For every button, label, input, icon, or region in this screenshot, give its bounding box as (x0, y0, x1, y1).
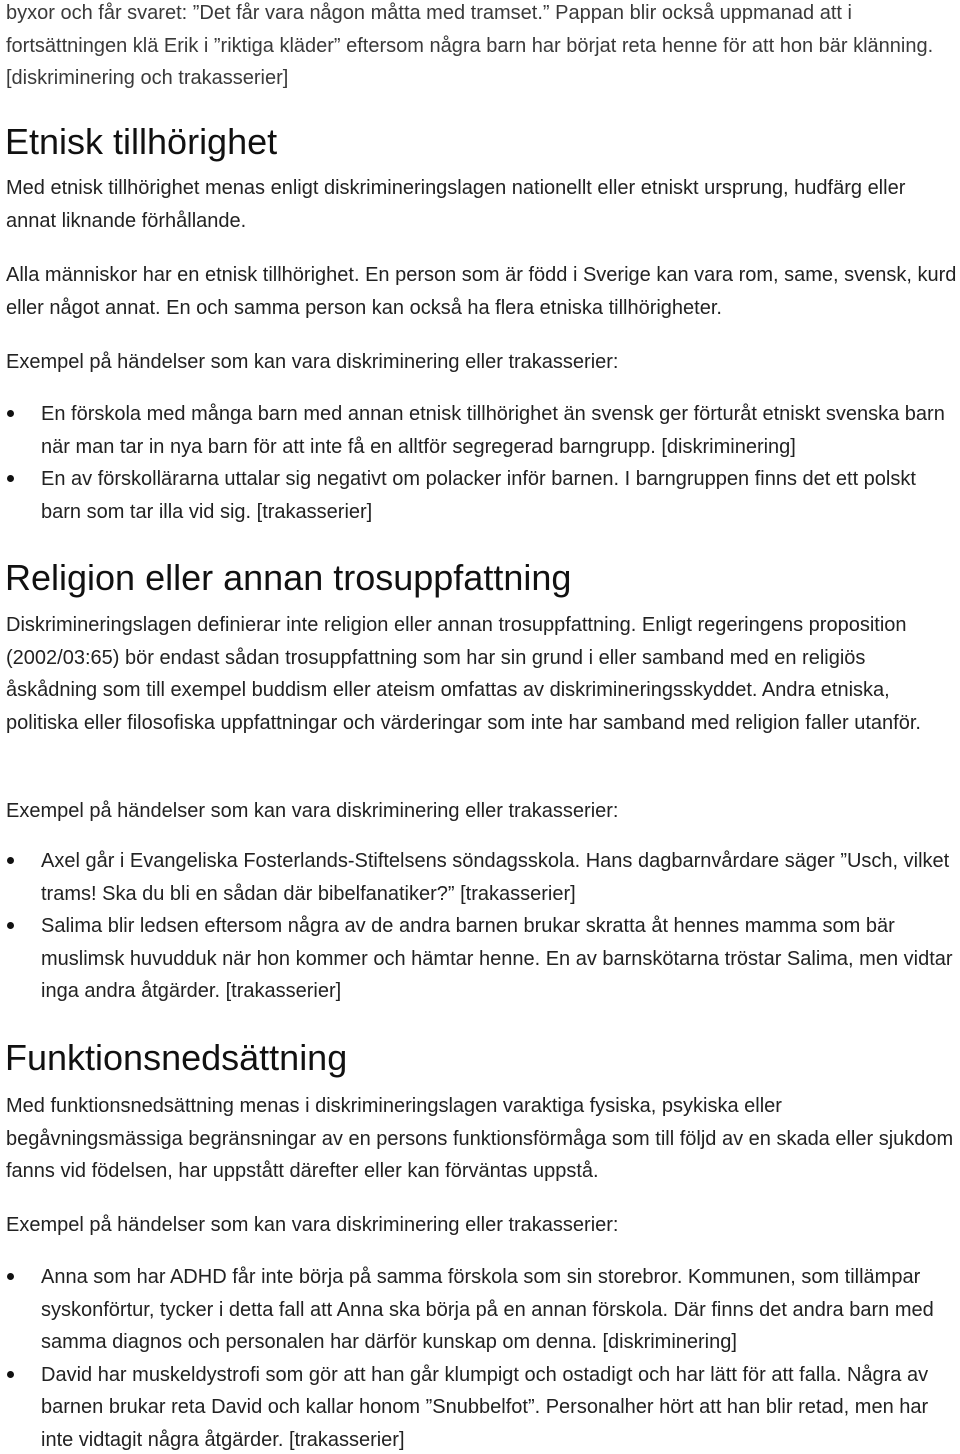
list-item-text: Anna som har ADHD får inte börja på samma förskola som sin storebror. Kommunen, som tillämpar syskonförtur, tycker i detta fall att Anna ska börja på en annan förskola. Där finns det andra barn med samma diagnos och personalen har därför kunskap om denna. [diskriminering] (41, 1266, 934, 1353)
bullet-icon (7, 410, 14, 417)
list-item-text: Salima blir ledsen eftersom några av de andra barnen brukar skratta åt hennes mamma som bär muslimsk huvudduk när hon kommer och hämtar henne. En av barnskötarna tröstar Salima, men vidtar inga andra åtgärder. [trakasserier] (41, 915, 953, 1002)
intro-paragraph: byxor och får svaret: ”Det får vara någon måtta med tramset.” Pappan blir också uppmanad att i fortsättningen klä Erik i ”riktiga kläder” eftersom några barn har börjat reta henne för att hon bär klänning. [diskriminering och trakasserier] (6, 2, 934, 89)
bullet-icon (7, 1371, 14, 1378)
examples-list (0, 398, 958, 528)
list-item-text: En av förskollärarna uttalar sig negativt om polacker inför barnen. I barngruppen finns det ett polskt barn som tar illa vid sig. [trakasserier] (41, 468, 916, 523)
list-item (0, 845, 958, 910)
bullet-icon (7, 1273, 14, 1280)
list-item (0, 1359, 958, 1454)
section-paragraph: Alla människor har en etnisk tillhörighet. En person som är född i Sverige kan vara rom, same, svensk, kurd eller något annat. En och samma person kan också ha flera etniska tillhörigheter. (6, 264, 957, 319)
bullet-icon (7, 922, 14, 929)
list-item (0, 910, 958, 1008)
examples-list (0, 1261, 958, 1454)
bullet-icon (7, 475, 14, 482)
list-item (0, 1261, 958, 1359)
list-item (0, 463, 958, 528)
section-paragraph: Med funktionsnedsättning menas i diskrimineringslagen varaktiga fysiska, psykiska eller begåvningsmässiga begränsningar av en persons funktionsförmåga som till följd av en skada eller sjukdom fanns vid födelsen, har uppstått därefter eller kan förväntas uppstå. (6, 1095, 954, 1182)
section-heading-etnisk: Etnisk tillhörighet (5, 121, 278, 162)
list-item (0, 398, 958, 463)
examples-list (0, 845, 958, 1008)
list-item-text: En förskola med många barn med annan etnisk tillhörighet än svensk ger förturåt etniskt svenska barn när man tar in nya barn för att inte få en alltför segregerad barngrupp. [diskriminering] (41, 403, 945, 458)
list-item-text: David har muskeldystrofi som gör att han går klumpigt och ostadigt och har lätt för att falla. Några av barnen brukar reta David och kallar honom ”Snubbelfot”. Personalher hört att han blir retad, men har inte vidtagit några åtgärder. [trakasserier] (41, 1363, 929, 1451)
section-paragraph: Diskrimineringslagen definierar inte religion eller annan trosuppfattning. Enligt regeringens proposition (2002/03:65) bör endast sådan trosuppfattning som har sin grund i eller samband med en religiös åskådning som till exempel buddism eller ateism omfattas av diskrimineringsskyddet. Andra etniska, politiska eller filosofiska uppfattningar och värderingar som inte har samband med religion faller utanför. (6, 614, 921, 734)
examples-label: Exempel på händelser som kan vara diskriminering eller trakasserier: (6, 1214, 619, 1236)
section-heading-religion: Religion eller annan trosuppfattning (5, 557, 572, 598)
section-heading-funktionsnedsattning: Funktionsnedsättning (5, 1037, 348, 1078)
list-item-text: Axel går i Evangeliska Fosterlands-Stiftelsens söndagsskola. Hans dagbarnvårdare säger ”Usch, vilket trams! Ska du bli en sådan där bibelfanatiker?” [trakasserier] (41, 850, 950, 905)
examples-label: Exempel på händelser som kan vara diskriminering eller trakasserier: (6, 351, 619, 373)
section-paragraph: Med etnisk tillhörighet menas enligt diskrimineringslagen nationellt eller etniskt ursprung, hudfärg eller annat liknande förhållande. (6, 177, 906, 232)
examples-label: Exempel på händelser som kan vara diskriminering eller trakasserier: (6, 800, 619, 822)
bullet-icon (7, 857, 14, 864)
